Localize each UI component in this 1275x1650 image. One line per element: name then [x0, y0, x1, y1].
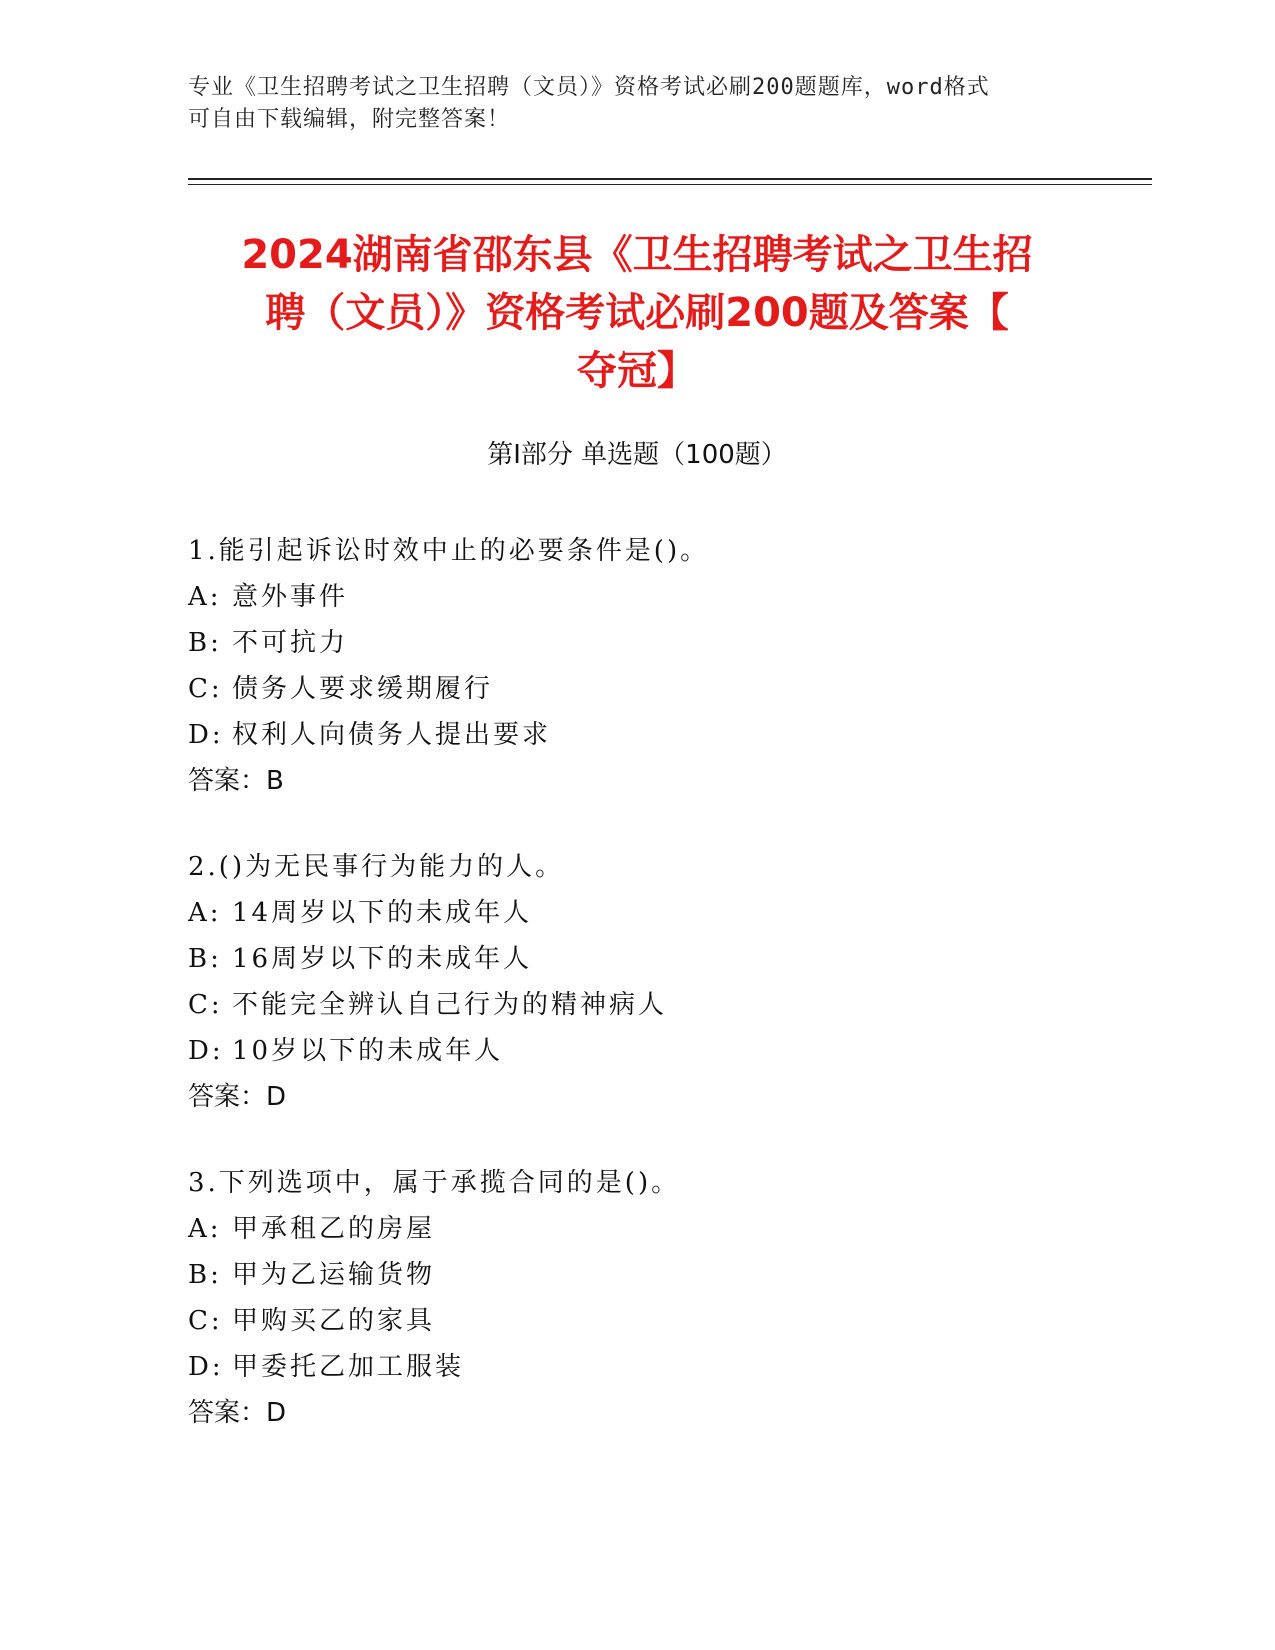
- document-header-note: [188, 72, 1068, 136]
- option-a: [188, 1206, 1148, 1252]
- option-b: [188, 1252, 1148, 1298]
- option-a: [188, 574, 1148, 620]
- option-d: [188, 712, 1148, 758]
- option-b: [188, 620, 1148, 666]
- option-text: 意外事件: [232, 582, 349, 612]
- option-c: [188, 1298, 1148, 1344]
- option-c: [188, 666, 1148, 712]
- question-stem: 2.()为无民事行为能力的人。: [188, 852, 565, 882]
- option-text: 不可抗力: [232, 628, 349, 658]
- answer-line: 答案：D: [188, 1082, 287, 1112]
- option-letter: D:: [188, 1036, 224, 1066]
- option-d: [188, 1028, 1148, 1074]
- option-letter: B:: [188, 1260, 222, 1290]
- option-letter: D:: [188, 1352, 224, 1382]
- document-title-line-2: 聘（文员）》资格考试必刷200题及答案【: [265, 290, 1009, 336]
- question-item: [188, 844, 1148, 1120]
- document-title-line-3: 夺冠】: [577, 348, 697, 394]
- document-title-line-1: 2024湖南省邵东县《卫生招聘考试之卫生招: [241, 232, 1033, 278]
- option-letter: A:: [188, 898, 222, 928]
- option-letter: C:: [188, 674, 223, 704]
- document-title: [188, 226, 1086, 400]
- option-text: 债务人要求缓期履行: [232, 674, 494, 704]
- option-text: 甲委托乙加工服装: [232, 1352, 465, 1382]
- option-letter: D:: [188, 720, 224, 750]
- header-note-line-1: 专业《卫生招聘考试之卫生招聘（文员）》资格考试必刷200题题库，word格式: [188, 75, 990, 100]
- option-text: 甲为乙运输货物: [232, 1260, 436, 1290]
- option-a: [188, 890, 1148, 936]
- option-b: [188, 936, 1148, 982]
- answer-line: 答案：D: [188, 1398, 287, 1428]
- option-text: 甲承租乙的房屋: [232, 1214, 436, 1244]
- question-list: [188, 528, 1148, 1476]
- option-text: 10岁以下的未成年人: [232, 1036, 504, 1066]
- header-divider-thin: [188, 184, 1152, 185]
- header-note-line-2: 可自由下载编辑，附完整答案！: [188, 107, 511, 132]
- option-text: 权利人向债务人提出要求: [232, 720, 552, 750]
- option-c: [188, 982, 1148, 1028]
- option-d: [188, 1344, 1148, 1390]
- option-letter: C:: [188, 990, 223, 1020]
- option-letter: C:: [188, 1306, 223, 1336]
- option-text: 不能完全辨认自己行为的精神病人: [232, 990, 668, 1020]
- option-letter: A:: [188, 1214, 222, 1244]
- option-letter: B:: [188, 944, 222, 974]
- question-item: [188, 1160, 1148, 1436]
- option-text: 甲购买乙的家具: [232, 1306, 436, 1336]
- question-stem: 1.能引起诉讼时效中止的必要条件是()。: [188, 536, 710, 566]
- header-divider-thick: [188, 178, 1152, 180]
- option-text: 14周岁以下的未成年人: [232, 898, 533, 928]
- option-letter: A:: [188, 582, 222, 612]
- section-heading: 第Ⅰ部分 单选题（100题）: [487, 440, 787, 470]
- option-text: 16周岁以下的未成年人: [232, 944, 533, 974]
- option-letter: B:: [188, 628, 222, 658]
- question-stem: 3.下列选项中，属于承揽合同的是()。: [188, 1168, 681, 1198]
- answer-line: 答案：B: [188, 766, 284, 796]
- question-item: [188, 528, 1148, 804]
